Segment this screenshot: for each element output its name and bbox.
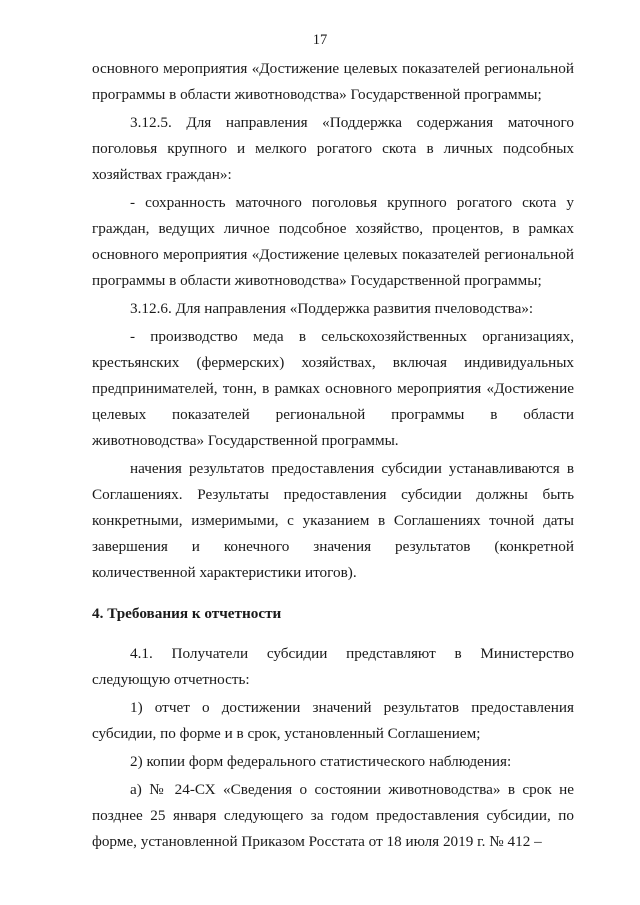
paragraph-report-item-2: 2) копии форм федерального статистического наблюдения: — [130, 753, 512, 770]
paragraph-report-item-2a: а) № 24-СХ «Сведения о состоянии животноводства» в срок не позднее 25 января следующего за годом предоставления субсидии, по форме, установленной Приказом Росстата от 18 июля 2019 г. № 412 – — [92, 781, 574, 850]
paragraph-continuation: основного мероприятия «Достижение целевых показателей региональной программы в области животноводства» Государственной программы; — [92, 60, 574, 103]
paragraph-cattle-retention: - сохранность маточного поголовья крупного рогатого скота у граждан, ведущих личное подсобное хозяйство, процентов, в рамках основного мероприятия «Достижение целевых показателей региональной программы в области животноводства» Государственной программы; — [92, 194, 574, 289]
paragraph-results-values: начения результатов предоставления субсидии устанавливаются в Соглашениях. Результаты предоставления субсидии должны быть конкретными, измеримыми, с указанием в Соглашениях точной даты завершения и конечного значения результатов (конкретной количественной характеристики итогов). — [92, 460, 574, 581]
paragraph-3-12-5: 3.12.5. Для направления «Поддержка содержания маточного поголовья крупного и мелкого рогатого скота в личных подсобных хозяйствах граждан»: — [92, 114, 574, 183]
paragraph-honey-production: - производство меда в сельскохозяйственных организациях, крестьянских (фермерских) хозяйствах, включая индивидуальных предпринимателей, тонн, в рамках основного мероприятия «Достижение целевых показателей региональной программы в области животноводства» Государственной программы. — [92, 328, 574, 449]
document-body — [92, 56, 574, 855]
paragraph-report-item-1: 1) отчет о достижении значений результатов предоставления субсидии, по форме и в срок, установленный Соглашением; — [92, 699, 574, 742]
section-heading: 4. Требования к отчетности — [92, 605, 282, 622]
paragraph-3-12-6: 3.12.6. Для направления «Поддержка развития пчеловодства»: — [130, 300, 534, 317]
page-number: 17 — [312, 32, 328, 48]
paragraph-4-1: 4.1. Получатели субсидии представляют в Министерство следующую отчетность: — [92, 645, 574, 688]
